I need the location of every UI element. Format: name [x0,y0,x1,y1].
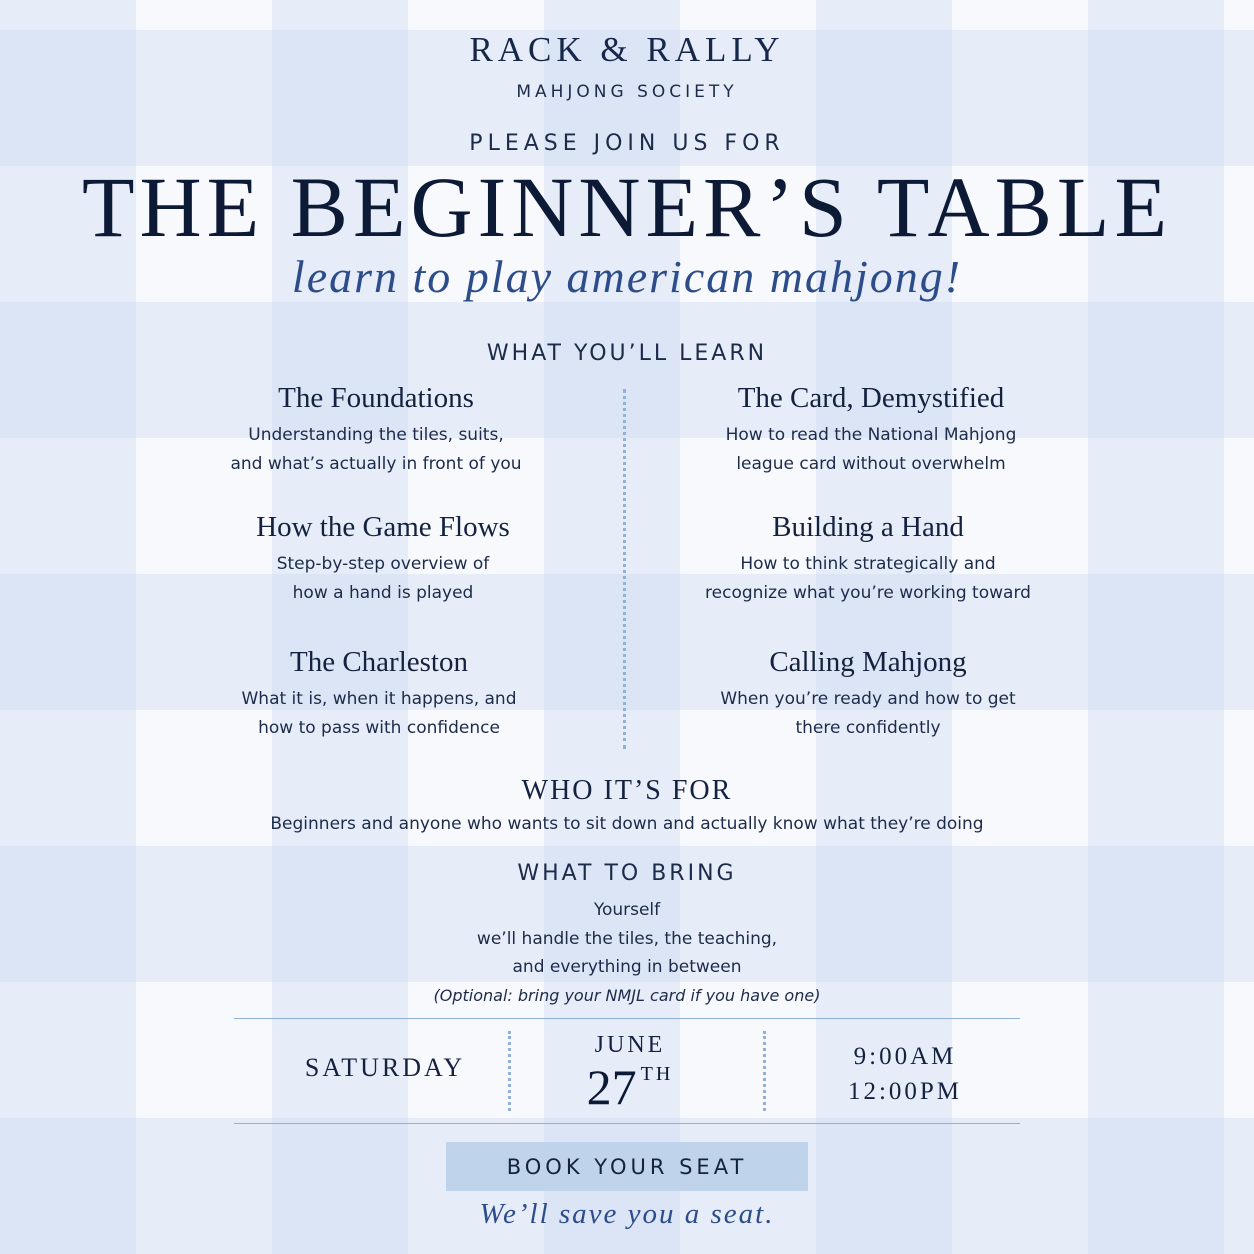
topic-description-line: there confidently [795,718,941,738]
topic-description [661,421,1081,479]
topic-description [658,685,1078,743]
topic-description-line: how to pass with confidence [258,718,500,738]
bring-line: we’ll handle the tiles, the teaching, [476,928,778,949]
script-subtitle: learn to play american mahjong! [291,251,963,302]
topics-divider [623,389,626,749]
event-top-rule [234,1018,1020,1019]
learn-heading: WHAT YOU’LL LEARN [486,341,768,366]
event-day: SATURDAY [304,1053,466,1082]
event-title: THE BEGINNER’S TABLE [81,159,1172,255]
topic-title: How the Game Flows [256,511,510,543]
topic-description-line: and what’s actually in front of you [230,454,522,474]
bring-line: Yourself [593,900,661,920]
invite-line: PLEASE JOIN US FOR [469,131,785,156]
topic-description [658,550,1078,608]
topic-description-line: recognize what you’re working toward [705,583,1031,603]
bring-optional-note: (Optional: bring your NMJL card if you have one) [433,985,821,1005]
who-description: Beginners and anyone who wants to sit down and actually know what they’re doing [270,814,984,834]
event-bottom-rule [234,1123,1020,1124]
topic-description-line: How to read the National Mahjong [725,425,1017,445]
topic-card-demystified [661,382,1081,479]
event-date [530,1058,730,1116]
event-time-start: 9:00AM [853,1043,957,1070]
topic-game-flows [173,511,593,608]
brand-name: RACK & RALLY [469,30,785,69]
topic-description-line: Step-by-step overview of [276,554,490,574]
topic-charleston [169,646,589,743]
topic-description-line: What it is, when it happens, and [241,689,517,709]
event-time-end: 12:00PM [847,1078,963,1105]
topic-title: Calling Mahjong [769,646,967,678]
topic-foundations [166,382,586,479]
event-divider [763,1031,766,1111]
topic-title: Building a Hand [772,511,964,543]
brand-subtitle: MAHJONG SOCIETY [516,82,738,102]
topic-title: The Card, Demystified [737,382,1005,414]
topic-description-line: How to think strategically and [740,554,996,574]
book-seat-button[interactable]: BOOK YOUR SEAT [446,1142,808,1191]
bring-heading: WHAT TO BRING [517,861,737,886]
footer-tagline: We’ll save you a seat. [479,1198,775,1230]
bring-line: and everything in between [512,957,742,977]
event-date-suffix: TH [640,1063,674,1085]
who-heading: WHO IT’S FOR [521,775,733,806]
event-date-number: 27 [586,1059,637,1115]
topic-title: The Charleston [290,646,468,678]
event-month: JUNE [594,1032,666,1058]
topic-description [173,550,593,608]
topic-description [169,685,589,743]
topic-building-hand [658,511,1078,608]
topic-calling-mahjong [658,646,1078,743]
bring-description [0,896,1254,1010]
topic-description-line: When you’re ready and how to get [720,689,1016,709]
topic-description-line: how a hand is played [292,583,474,603]
topic-description-line: league card without overwhelm [736,454,1006,474]
topic-description [166,421,586,479]
topic-title: The Foundations [278,382,474,414]
topic-description-line: Understanding the tiles, suits, [248,425,504,445]
